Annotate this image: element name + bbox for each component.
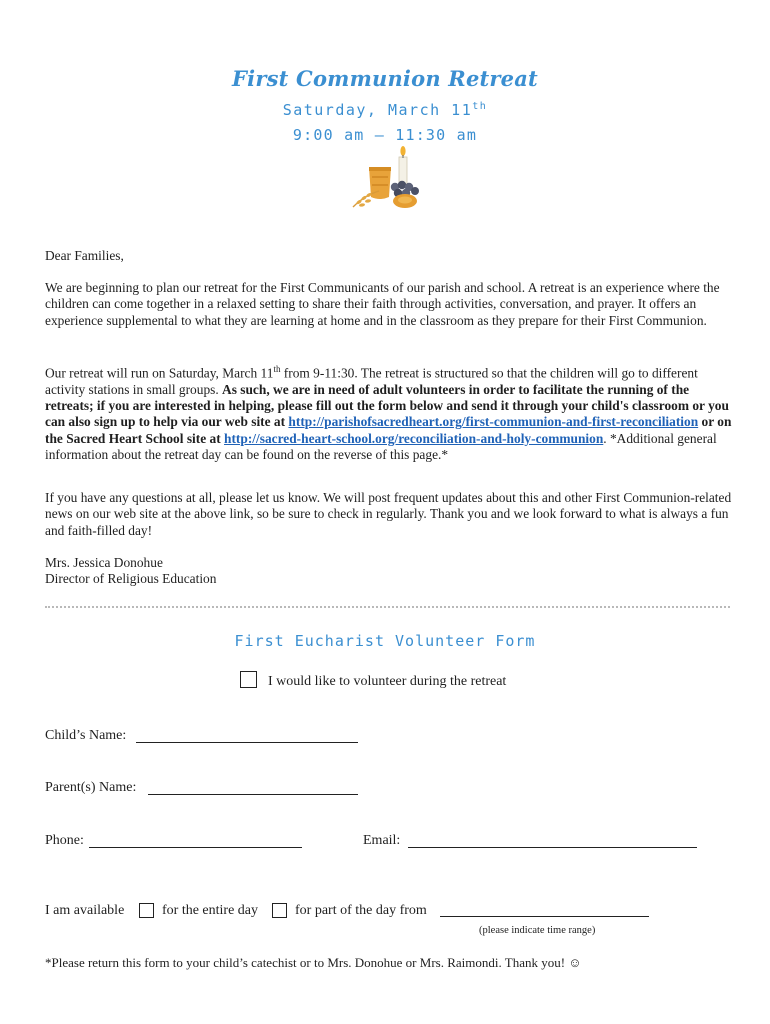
- signature-name: Mrs. Jessica Donohue: [45, 555, 163, 570]
- time-range-field[interactable]: [440, 903, 649, 917]
- p2-sup: th: [273, 364, 281, 374]
- school-site-link[interactable]: http://sacred-heart-school.org/reconciliation-and-holy-communion: [224, 430, 604, 446]
- parish-site-link[interactable]: http://parishofsacredheart.org/first-communion-and-first-reconciliation: [288, 414, 699, 430]
- form-title: First Eucharist Volunteer Form: [234, 632, 536, 650]
- candle-bread-grapes-wheat-icon: [345, 145, 425, 213]
- p2-bold-or: or on the Sacred Heart School site at: [45, 414, 732, 446]
- p2-bold-request: As such, we are in need of adult volunteers in order to facilitate the running of the retreats; if you are interested in helping, please fill out the form below and send it through your child's classroom or you can also sign up to help via our web site at: [45, 381, 729, 430]
- p2-text-b: from 9-11:30. The retreat is structured so that the children will go to different activity stations in small groups.: [45, 365, 698, 397]
- p2-text-c: . *Additional general information about the retreat day can be found on the reverse of this page.*: [45, 430, 717, 462]
- paragraph-volunteers: [45, 361, 735, 463]
- retreat-date: [0, 101, 770, 119]
- parent-name-label: Parent(s) Name:: [45, 780, 137, 795]
- phone-label: Phone:: [45, 833, 84, 848]
- signature-title: Director of Religious Education: [45, 571, 217, 586]
- entire-day-checkbox[interactable]: [139, 903, 154, 918]
- p2-text-a: Our retreat will run on Saturday, March 11: [45, 365, 274, 381]
- return-note: *Please return this form to your child’s catechist or to Mrs. Donohue or Mrs. Raimondi. Thank you! ☺: [45, 955, 582, 970]
- available-label: I am available: [45, 903, 125, 918]
- child-name-label: Child’s Name:: [45, 728, 127, 743]
- salutation: Dear Families,: [45, 248, 124, 263]
- entire-day-label: for the entire day: [162, 903, 259, 918]
- email-field[interactable]: [408, 834, 697, 848]
- part-day-label: for part of the day from: [295, 903, 427, 918]
- email-label: Email:: [363, 833, 401, 848]
- paragraph-questions: If you have any questions at all, please let us know. We will post frequent updates about this and other First Communion-related news on our web site at the above link, so be sure to check in regularly. Thank you and we look forward to what is always a fun and faith-filled day!: [45, 490, 732, 538]
- dotted-divider: [45, 606, 730, 608]
- child-name-field[interactable]: [136, 729, 358, 743]
- date-text: Saturday, March 11: [282, 101, 473, 119]
- volunteer-checkbox[interactable]: [240, 671, 257, 688]
- part-day-checkbox[interactable]: [272, 903, 287, 918]
- retreat-time: 9:00 am – 11:30 am: [292, 126, 478, 144]
- date-suffix: th: [472, 101, 488, 112]
- phone-field[interactable]: [89, 834, 302, 848]
- volunteer-label: I would like to volunteer during the retreat: [268, 674, 507, 689]
- paragraph-intro: We are beginning to plan our retreat for the First Communicants of our parish and school. A retreat is an experience where the children can come together in a relaxed setting to share their faith through activities, conversation, and prayer. It offers an experience supplemental to what they are learning at home and in the classroom as they prepare for their First Communion.: [45, 280, 720, 328]
- time-range-hint: (please indicate time range): [479, 925, 596, 936]
- retreat-title: First Communion Retreat: [232, 66, 538, 91]
- parent-name-field[interactable]: [148, 781, 358, 795]
